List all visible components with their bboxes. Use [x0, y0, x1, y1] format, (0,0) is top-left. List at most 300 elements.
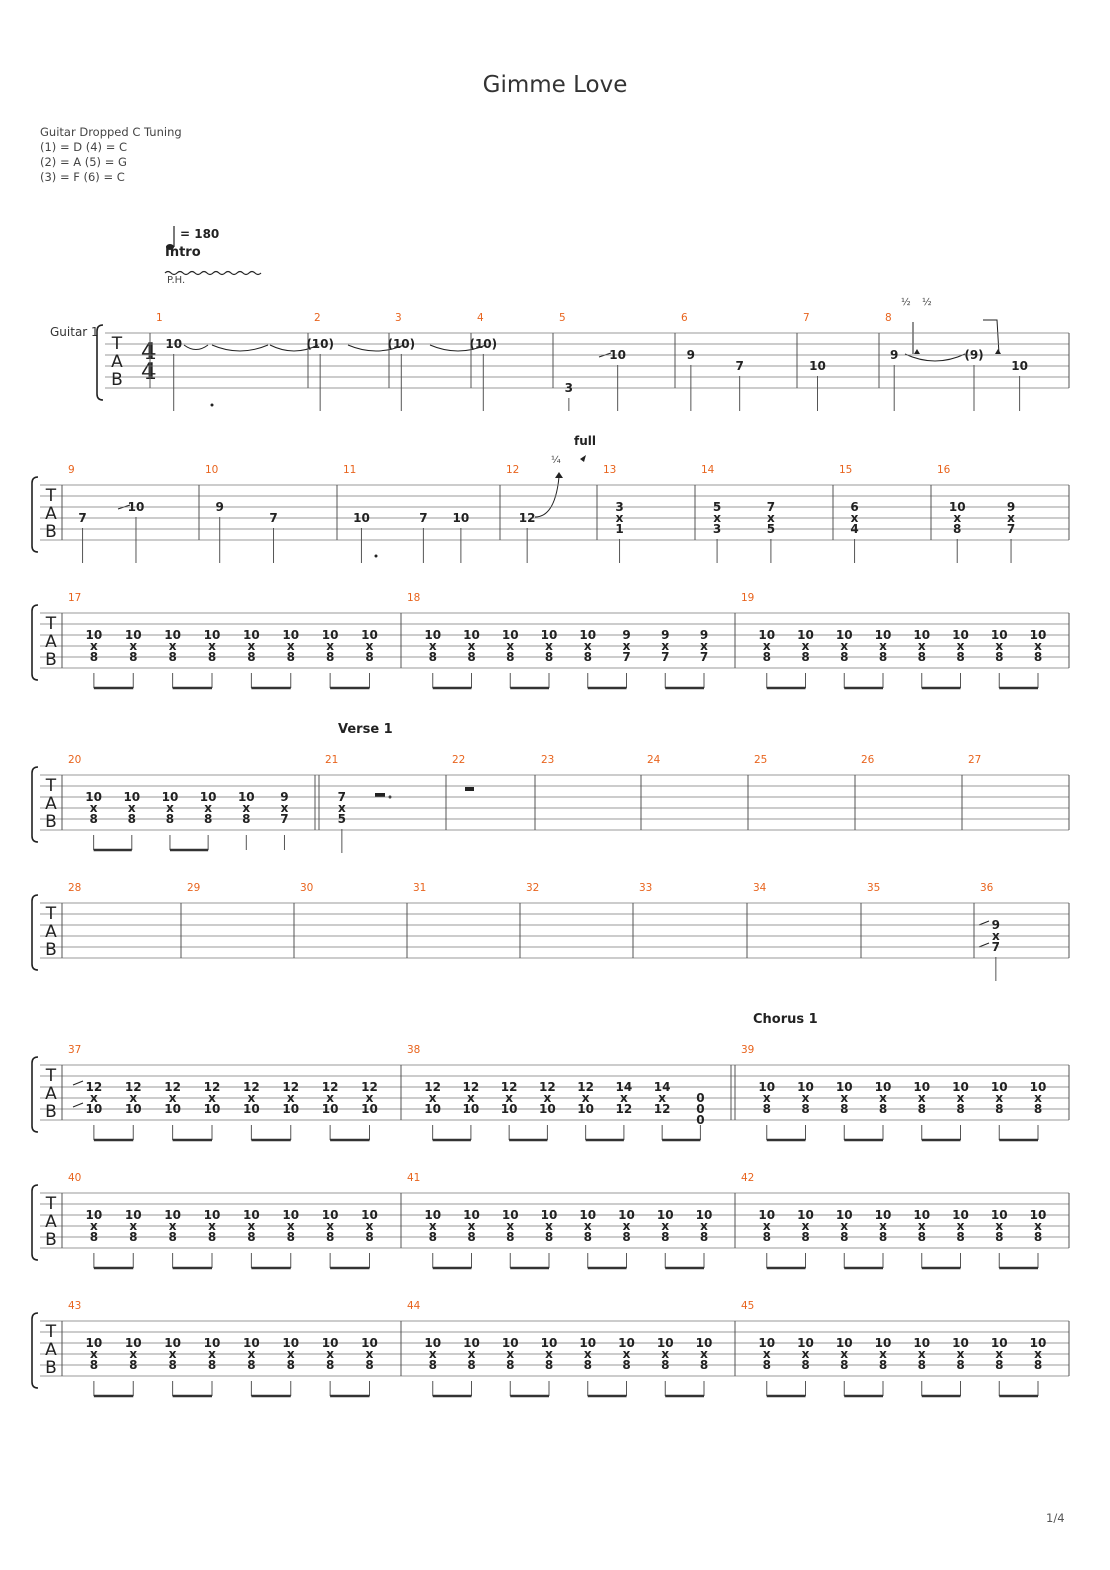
palm-mute-label: P.H. [167, 275, 186, 286]
fret-number: x [129, 1091, 138, 1105]
fret-number: 8 [286, 1358, 295, 1372]
bar-number: 27 [968, 754, 982, 766]
fret-number: 10 [124, 1336, 142, 1350]
fret-number: 10 [797, 628, 814, 642]
tuning-line: (1) = D (4) = C [40, 140, 128, 154]
fret-number: 7 [661, 650, 670, 664]
fret-number: 10 [124, 1102, 142, 1116]
fret-number: 10 [656, 1208, 674, 1222]
tab-clef-letter: B [45, 1358, 57, 1378]
fret-number: 8 [467, 1230, 476, 1244]
fret-number: 12 [462, 1080, 480, 1094]
fret-number: 8 [956, 1358, 965, 1372]
fret-number: 10 [540, 628, 558, 642]
fret-number: 10 [579, 1208, 597, 1222]
fret-number: x [762, 1091, 771, 1105]
bar-number: 13 [603, 464, 617, 476]
fret-number: 0 [696, 1091, 705, 1105]
fret-number: 8 [247, 1358, 256, 1372]
fret-number: 10 [127, 500, 145, 514]
fret-number: x [661, 1219, 670, 1233]
fret-number: 7 [269, 511, 278, 525]
fret-number: x [615, 511, 624, 525]
fret-number: 8 [325, 1230, 335, 1244]
bar-number: 25 [754, 754, 768, 766]
section-intro: Intro [165, 245, 201, 260]
fret-number: x [337, 801, 346, 815]
bar-number: 9 [68, 464, 75, 476]
fret-number: 8 [242, 812, 251, 826]
fret-number: 8 [956, 1102, 965, 1116]
bar-number: 6 [681, 312, 688, 324]
fret-number: x [467, 1091, 475, 1105]
fret-number: 7 [735, 359, 744, 373]
fret-number: 10 [1011, 359, 1028, 373]
fret-number: x [129, 1347, 138, 1361]
measure [731, 1044, 1046, 1140]
fret-number: 10 [164, 1208, 181, 1222]
fret-number: x [622, 639, 631, 653]
fret-number: 10 [835, 628, 853, 642]
fret-number: x [280, 801, 289, 815]
bar-number: 32 [526, 882, 540, 894]
fret-number: 10 [463, 1336, 480, 1350]
section-verse-1: Verse 1 [338, 722, 393, 737]
measure [735, 1300, 1046, 1396]
fret-number: 10 [797, 1080, 814, 1094]
fret-number: x [622, 1219, 631, 1233]
fret-number: x [545, 1347, 553, 1361]
fret-number: 9 [215, 500, 224, 514]
fret-number: 8 [995, 1102, 1004, 1116]
fret-number: 9 [991, 918, 1001, 932]
fret-number: x [995, 1091, 1004, 1105]
measure [62, 592, 378, 688]
fret-number: x [208, 639, 216, 653]
fret-number: 8 [878, 650, 888, 664]
bar-number: 29 [187, 882, 201, 894]
tab-clef-letter: B [45, 650, 57, 670]
fret-number: 7 [699, 650, 709, 664]
fret-number: 10 [952, 1080, 969, 1094]
measure [315, 754, 346, 853]
fret-number: 8 [840, 1358, 849, 1372]
staccato-dot [375, 555, 378, 558]
articulations [73, 320, 999, 1107]
fret-number: 10 [424, 1336, 442, 1350]
measure [735, 1172, 1046, 1268]
measure [974, 882, 1000, 981]
fret-number: 8 [840, 1230, 849, 1244]
fret-number: 8 [247, 1230, 256, 1244]
bend-arrows [555, 349, 1001, 478]
song-title: Gimme Love [482, 72, 628, 98]
fret-number: x [208, 1219, 216, 1233]
bar-number: 34 [753, 882, 767, 894]
fret-number: 10 [501, 1208, 519, 1222]
fret-number: 10 [1029, 628, 1047, 642]
bar-number: 43 [68, 1300, 82, 1312]
fret-number: 10 [609, 348, 627, 362]
fret-number: 8 [995, 650, 1004, 664]
measure [62, 464, 144, 563]
fret-number: 10 [321, 628, 339, 642]
fret-number: 12 [124, 1080, 142, 1094]
fret-number: 8 [622, 1230, 631, 1244]
fret-number: 10 [243, 1336, 260, 1350]
measure [401, 592, 708, 688]
fret-number: 10 [990, 1208, 1008, 1222]
fret-number: 10 [758, 1080, 776, 1094]
fret-number: 8 [661, 1230, 670, 1244]
fret-number: 10 [243, 628, 260, 642]
fret-number: 10 [913, 1336, 931, 1350]
fret-number: 5 [337, 812, 347, 826]
fret-number: 1 [615, 522, 624, 536]
tab-clef-letter: T [45, 1194, 57, 1214]
fret-number: 10 [758, 628, 776, 642]
fret-number: 10 [540, 1336, 558, 1350]
fret-number: 8 [544, 650, 554, 664]
fret-number: x [661, 1347, 670, 1361]
fret-number: x [286, 639, 295, 653]
fret-number: 8 [467, 1358, 476, 1372]
bend-half-label: ½ [901, 297, 911, 308]
fret-number: x [506, 1219, 515, 1233]
fret-number: 10 [835, 1336, 853, 1350]
staff-bracket [32, 895, 38, 970]
fret-number: 3 [712, 522, 722, 536]
staff-system [32, 882, 1069, 981]
fret-number: 8 [801, 1358, 810, 1372]
tab-clef-letter: A [45, 504, 57, 524]
bar-number: 4 [477, 312, 484, 324]
fret-number: 10 [874, 628, 892, 642]
tab-clef-letter: A [45, 1340, 57, 1360]
fret-number: x [956, 1091, 965, 1105]
fret-number: 10 [874, 1080, 892, 1094]
tuning-heading: Guitar Dropped C Tuning [40, 125, 182, 139]
fret-number: x [991, 929, 1000, 943]
fret-number: 8 [506, 650, 515, 664]
fret-number: x [1007, 511, 1015, 525]
fret-number: x [622, 1347, 631, 1361]
bar-number: 44 [407, 1300, 421, 1312]
fret-number: 8 [917, 1102, 926, 1116]
bar-number: 28 [68, 882, 82, 894]
bar-number: 23 [541, 754, 555, 766]
measure [387, 312, 415, 411]
fret-number: 10 [695, 1208, 713, 1222]
fret-number: x [801, 1219, 810, 1233]
fret-number: 8 [917, 1358, 926, 1372]
fret-number: 9 [890, 348, 899, 362]
fret-number: 12 [361, 1080, 378, 1094]
measure [62, 1172, 378, 1268]
bar-number: 39 [741, 1044, 755, 1056]
fret-number: 8 [762, 1102, 771, 1116]
fret-number: 10 [199, 790, 217, 804]
fret-number: 8 [878, 1102, 888, 1116]
fret-number: 8 [467, 650, 476, 664]
staff-system [32, 464, 1069, 563]
bar-number: 33 [639, 882, 653, 894]
fret-number: 8 [89, 1358, 99, 1372]
fret-number: x [127, 801, 136, 815]
fret-number: x [90, 639, 98, 653]
fret-number: 10 [463, 628, 480, 642]
fret-number: x [247, 639, 256, 653]
fret-number: (10) [387, 337, 416, 351]
fret-number: 8 [129, 650, 138, 664]
bar-number: 12 [506, 464, 520, 476]
fret-number: 10 [952, 1208, 969, 1222]
tab-clef-letter: B [45, 1230, 57, 1250]
fret-number: (10) [469, 337, 498, 351]
fret-number: x [326, 1091, 334, 1105]
tab-clef-letter: T [45, 1322, 57, 1342]
bar-number: 35 [867, 882, 881, 894]
fret-number: 12 [282, 1080, 300, 1094]
staff-system [32, 1300, 1069, 1396]
bar-number: 36 [980, 882, 994, 894]
tab-clef-letter: T [45, 486, 57, 506]
tab-clef-letter: B [45, 1102, 57, 1122]
bar-number: 31 [413, 882, 427, 894]
fret-number: x [1034, 1347, 1042, 1361]
tab-clef-letter: A [111, 352, 123, 372]
fret-number: 8 [840, 650, 849, 664]
fret-number: 12 [518, 511, 536, 525]
fret-number: x [850, 511, 859, 525]
fret-number: 8 [365, 1230, 374, 1244]
fret-number: x [879, 1219, 887, 1233]
fret-number: 8 [995, 1230, 1004, 1244]
tab-clef-letter: B [111, 370, 123, 390]
fret-number: 6 [850, 500, 859, 514]
fret-number: 10 [835, 1208, 853, 1222]
fret-number: x [208, 1347, 216, 1361]
fret-number: 10 [539, 1102, 556, 1116]
fret-number: 10 [237, 790, 255, 804]
fret-number: 8 [247, 650, 256, 664]
staff-system [32, 1044, 1069, 1140]
staff-bracket [32, 767, 38, 842]
fret-number: 8 [1033, 1230, 1043, 1244]
fret-number: x [505, 1091, 514, 1105]
measure [735, 592, 1046, 688]
tempo-value: = 180 [180, 227, 220, 241]
fret-number: 10 [462, 1102, 480, 1116]
fret-number: x [917, 1219, 926, 1233]
fret-number: x [286, 1219, 295, 1233]
fret-number: 8 [956, 1230, 965, 1244]
fret-number: 12 [500, 1080, 518, 1094]
fret-number: x [801, 639, 810, 653]
fret-number: 8 [207, 1358, 217, 1372]
fret-number: x [286, 1347, 295, 1361]
measure [401, 1172, 712, 1268]
fret-number: 8 [762, 1358, 771, 1372]
fret-number: 8 [428, 1358, 437, 1372]
fret-number: 8 [840, 1102, 849, 1116]
fret-number: 7 [280, 812, 289, 826]
bar-number: 3 [395, 312, 402, 324]
fret-number: 10 [500, 1102, 518, 1116]
bend-half-label: ½ [922, 297, 932, 308]
fret-number: 10 [424, 628, 442, 642]
fret-number: x [581, 1091, 590, 1105]
fret-number: 10 [577, 1102, 595, 1116]
fret-number: x [620, 1091, 628, 1105]
bar-number: 24 [647, 754, 661, 766]
fret-number: 8 [168, 650, 177, 664]
bar-number: 17 [68, 592, 82, 604]
fret-number: 8 [127, 812, 136, 826]
fret-number: x [801, 1347, 810, 1361]
fret-number: 10 [243, 1102, 260, 1116]
fret-number: 10 [952, 1336, 969, 1350]
bar-number: 42 [741, 1172, 755, 1184]
fret-number: 12 [85, 1080, 103, 1094]
measure [306, 312, 334, 411]
fret-number: x [467, 1347, 476, 1361]
tab-clef-letter: B [45, 812, 57, 832]
fret-number: x [89, 801, 98, 815]
fret-number: 8 [365, 650, 374, 664]
fret-number: x [545, 1219, 553, 1233]
bar-number: 1 [156, 312, 163, 324]
fret-number: 14 [653, 1080, 671, 1094]
fret-number: x [166, 801, 174, 815]
fret-number: 10 [321, 1208, 339, 1222]
fret-number: 12 [243, 1080, 260, 1094]
fret-number: 8 [89, 812, 98, 826]
measure [931, 464, 1015, 563]
fret-number: x [917, 639, 926, 653]
fret-number: x [168, 1219, 177, 1233]
fret-number: 8 [661, 1358, 670, 1372]
fret-number: 10 [579, 628, 597, 642]
fret-number: 8 [762, 1230, 771, 1244]
fret-number: 8 [129, 1230, 138, 1244]
fret-number: x [365, 1091, 374, 1105]
fret-number: 12 [424, 1080, 442, 1094]
fret-number: 10 [85, 1336, 103, 1350]
fret-number: 10 [463, 1208, 480, 1222]
fret-number: 8 [762, 650, 771, 664]
fret-number: 10 [123, 790, 141, 804]
tab-clef-letter: T [45, 904, 57, 924]
fret-number: 10 [990, 628, 1008, 642]
fret-number: 10 [361, 628, 378, 642]
fret-number: x [917, 1091, 926, 1105]
fret-number: x [247, 1347, 256, 1361]
fret-number: 8 [801, 1230, 810, 1244]
staff-bracket [32, 1057, 38, 1132]
fret-number: 10 [124, 1208, 142, 1222]
fret-number: 10 [164, 1102, 181, 1116]
fret-number: x [204, 801, 213, 815]
bar-number: 30 [300, 882, 314, 894]
staff-system [32, 592, 1069, 688]
measure [695, 464, 775, 563]
fret-number: x [428, 1219, 437, 1233]
fret-number: 7 [622, 650, 631, 664]
tab-clef-letter: A [45, 632, 57, 652]
fret-number: x [995, 1219, 1004, 1233]
fret-number: x [428, 1347, 437, 1361]
bar-number: 26 [861, 754, 875, 766]
fret-number: 10 [990, 1336, 1008, 1350]
fret-number: 10 [948, 500, 966, 514]
fret-number: x [90, 1091, 98, 1105]
fret-number: 8 [953, 522, 962, 536]
staccato-dot [211, 404, 214, 407]
fret-number: 10 [797, 1208, 814, 1222]
tuning-line: (2) = A (5) = G [40, 155, 127, 169]
bar-number: 11 [343, 464, 357, 476]
fret-number: 8 [583, 650, 592, 664]
fret-number: x [242, 801, 251, 815]
fret-number: 10 [203, 628, 221, 642]
bend-quarter-label: ¼ [551, 455, 561, 466]
fret-number: 0 [696, 1102, 705, 1116]
fret-number: 10 [85, 1102, 103, 1116]
measure [62, 754, 289, 850]
fret-number: 8 [428, 650, 437, 664]
whole-rest [465, 787, 474, 791]
bar-number: 8 [885, 312, 892, 324]
fret-number: 8 [506, 1358, 515, 1372]
fret-number: 7 [337, 790, 347, 804]
fret-number: x [168, 1347, 177, 1361]
measure [401, 1300, 712, 1396]
measure [469, 312, 497, 411]
fret-number: x [129, 1219, 138, 1233]
bar-number: 22 [452, 754, 466, 766]
fret-number: 14 [615, 1080, 633, 1094]
fret-number: x [247, 1219, 256, 1233]
fret-number: x [247, 1091, 256, 1105]
track-label: Guitar 1 [50, 325, 99, 339]
fret-number: 10 [203, 1208, 221, 1222]
measure [833, 464, 859, 563]
tab-clef-letter: A [45, 1084, 57, 1104]
fret-number: x [953, 511, 962, 525]
fret-number: x [956, 639, 965, 653]
fret-number: 8 [956, 650, 965, 664]
bar-number: 2 [314, 312, 321, 324]
half-rest [375, 793, 385, 797]
fret-number: x [879, 1347, 887, 1361]
bar-number: 38 [407, 1044, 421, 1056]
fret-number: 8 [699, 1358, 709, 1372]
fret-number: 8 [1033, 650, 1043, 664]
fret-number: x [365, 639, 374, 653]
fret-number: 8 [168, 1230, 177, 1244]
fret-number: 10 [656, 1336, 674, 1350]
bar-number: 5 [559, 312, 566, 324]
fret-number: 10 [913, 1208, 931, 1222]
fret-number: 7 [419, 511, 428, 525]
fret-number: 10 [835, 1080, 853, 1094]
fret-number: 9 [686, 348, 696, 362]
measure [401, 1044, 705, 1140]
fret-number: 12 [203, 1080, 221, 1094]
fret-number: 8 [286, 650, 295, 664]
section-chorus-1: Chorus 1 [753, 1012, 818, 1027]
